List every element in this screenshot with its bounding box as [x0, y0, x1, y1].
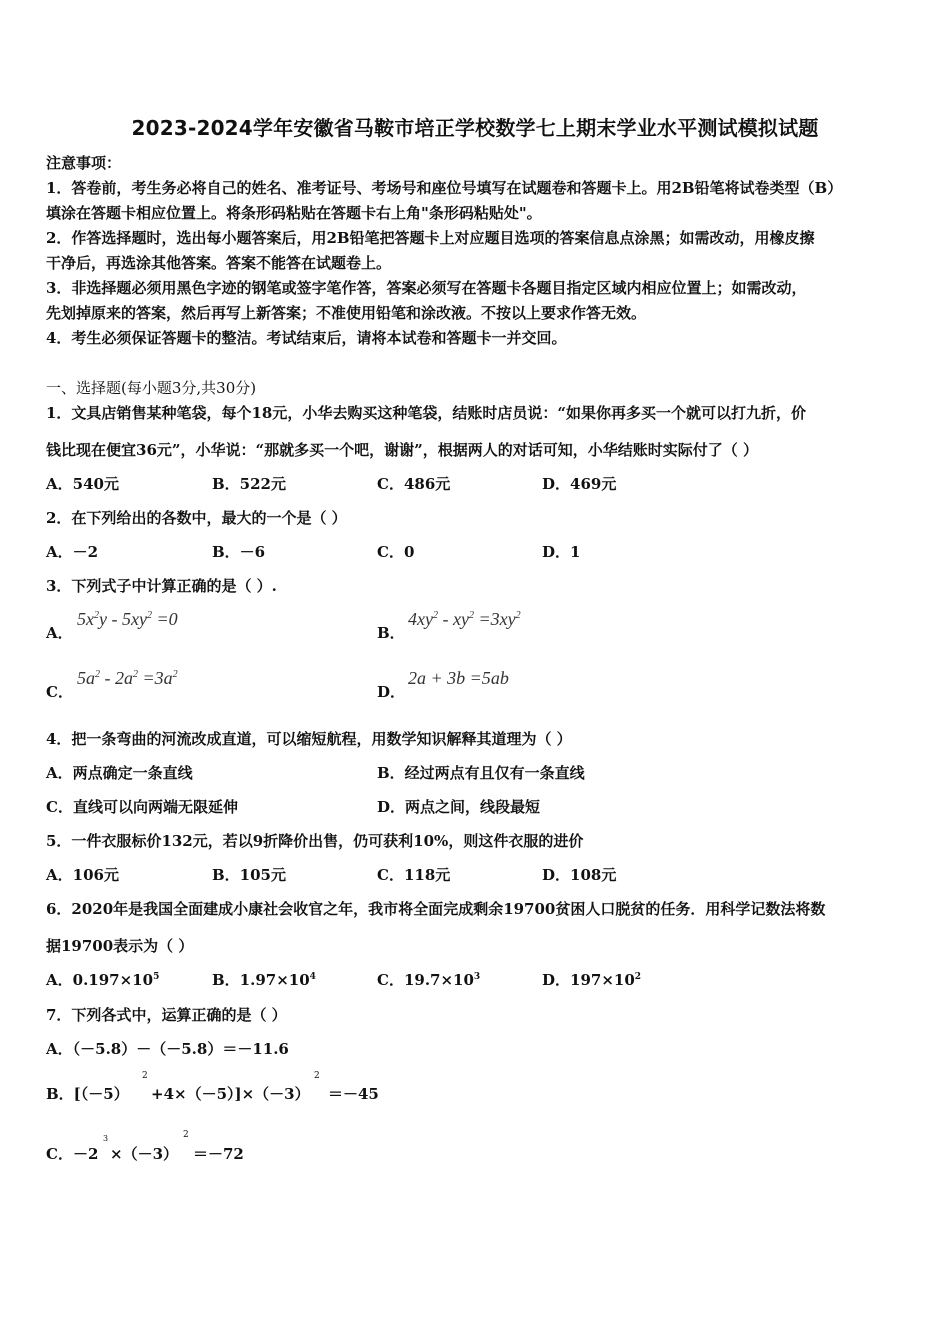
- option-a-exponent: 5: [153, 972, 160, 982]
- option-a[interactable]: A．－2: [46, 543, 99, 561]
- option-c-exponent: 3: [473, 972, 481, 982]
- option-a-base: A．0.197×10: [46, 971, 154, 989]
- option-b[interactable]: B．经过两点有且仅有一条直线: [377, 764, 585, 782]
- option-a[interactable]: A．540元: [46, 475, 119, 493]
- option-c-exponent: 2: [183, 1130, 189, 1140]
- option-b[interactable]: [212, 969, 316, 990]
- option-c[interactable]: C．486元: [377, 475, 451, 493]
- page-title: 2023-2024学年安徽省马鞍市培正学校数学七上期末学业水平测试模拟试题: [131, 116, 819, 140]
- question-1-stem: 钱比现在便宜36元”，小华说：“那就多买一个吧，谢谢”，根据两人的对话可知，小华结账时实际付了（ ）: [46, 441, 758, 459]
- option-c-part: ＝－72: [193, 1145, 244, 1163]
- option-d-exponent: 2: [634, 972, 642, 982]
- option-c[interactable]: C．0: [377, 543, 415, 561]
- section-heading: 一、选择题(每小题3分,共30分): [46, 379, 257, 397]
- question-6-stem: 6．2020年是我国全面建成小康社会收官之年，我市将全面完成剩余19700贫困人口脱贫的任务．用科学记数法将数: [46, 900, 826, 918]
- option-d[interactable]: D．108元: [542, 866, 617, 884]
- option-c-part: C．－2: [46, 1145, 99, 1163]
- option-a[interactable]: A．: [46, 624, 73, 642]
- option-b[interactable]: B．522元: [212, 475, 286, 493]
- option-c[interactable]: C．直线可以向两端无限延伸: [46, 798, 238, 816]
- option-b-exponent: 2: [142, 1071, 148, 1081]
- option-b[interactable]: B．－6: [212, 543, 266, 561]
- notice-line: 1．答卷前，考生务必将自己的姓名、准考证号、考场号和座位号填写在试题卷和答题卡上。用2B铅笔将试卷类型（B）: [46, 179, 843, 197]
- option-b-base: B．1.97×10: [212, 971, 310, 989]
- option-b-part: ＝－45: [328, 1085, 379, 1103]
- option-a[interactable]: [46, 969, 159, 990]
- option-c-base: C．19.7×10: [377, 971, 474, 989]
- option-c[interactable]: C．: [46, 683, 73, 701]
- option-d[interactable]: D．469元: [542, 475, 617, 493]
- question-5-stem: 5．一件衣服标价132元，若以9折降价出售，仍可获利10%，则这件衣服的进价: [46, 832, 584, 850]
- option-b-part: +4×（－5）]×（－3）: [151, 1085, 310, 1103]
- option-a[interactable]: A．106元: [46, 866, 119, 884]
- option-c-part: ×（－3）: [110, 1145, 179, 1163]
- option-d[interactable]: D．: [377, 683, 406, 701]
- question-1-stem: 1．文具店销售某种笔袋，每个18元，小华去购买这种笔袋，结账时店员说：“如果你再多买一个就可以打九折，价: [46, 404, 806, 422]
- question-7-stem: 7．下列各式中，运算正确的是（ ）: [46, 1006, 287, 1024]
- option-c[interactable]: [377, 969, 480, 990]
- option-d-base: D．197×10: [542, 971, 635, 989]
- notice-heading: 注意事项：: [46, 154, 122, 172]
- formula-image-b: $4xy^2 - xy^2 =3xy^2$: [408, 609, 521, 629]
- option-d[interactable]: [542, 969, 641, 990]
- notice-line: 3．非选择题必须用黑色字迹的钢笔或签字笔作答，答案必须写在答题卡各题目指定区域内相应位置上；如需改动，: [46, 279, 807, 297]
- notice-line: 先划掉原来的答案，然后再写上新答案；不准使用铅笔和涂改液。不按以上要求作答无效。: [46, 304, 647, 322]
- question-4-stem: 4．把一条弯曲的河流改成直道，可以缩短航程，用数学知识解释其道理为（ ）: [46, 730, 572, 748]
- option-a[interactable]: A．（－5.8）－（－5.8）＝－11.6: [46, 1040, 289, 1058]
- question-3-stem: 3．下列式子中计算正确的是（ ）.: [46, 577, 277, 595]
- question-2-stem: 2．在下列给出的各数中，最大的一个是（ ）: [46, 509, 347, 527]
- option-b[interactable]: B．: [377, 624, 405, 642]
- option-b-part: B．[（－5）: [46, 1085, 129, 1103]
- notice-line: 干净后，再选涂其他答案。答案不能答在试题卷上。: [46, 254, 392, 272]
- option-b-exponent: 2: [314, 1071, 320, 1081]
- option-c[interactable]: C．118元: [377, 866, 451, 884]
- notice-line: 4．考生必须保证答题卡的整洁。考试结束后，请将本试卷和答题卡一并交回。: [46, 329, 567, 347]
- formula-image-a: $5x^2y - 5xy^2 =0$: [77, 609, 178, 629]
- option-b-exponent: 4: [309, 972, 316, 982]
- option-b[interactable]: B．105元: [212, 866, 286, 884]
- formula-image-d: 2a + 3b =5ab: [408, 668, 509, 688]
- notice-line: 2．作答选择题时，选出每小题答案后，用2B铅笔把答题卡上对应题目选项的答案信息点涂黑；如需改动，用橡皮擦: [46, 229, 815, 247]
- option-c-exponent: 3: [103, 1134, 109, 1143]
- option-d[interactable]: D．1: [542, 543, 581, 561]
- option-d[interactable]: D．两点之间，线段最短: [377, 798, 541, 816]
- notice-line: 填涂在答题卡相应位置上。将条形码粘贴在答题卡右上角"条形码粘贴处"。: [46, 204, 542, 222]
- option-a[interactable]: A．两点确定一条直线: [46, 764, 193, 782]
- question-6-stem: 据19700表示为（ ）: [46, 937, 194, 955]
- formula-image-c: $5a^2 - 2a^2 =3a^2$: [77, 668, 178, 688]
